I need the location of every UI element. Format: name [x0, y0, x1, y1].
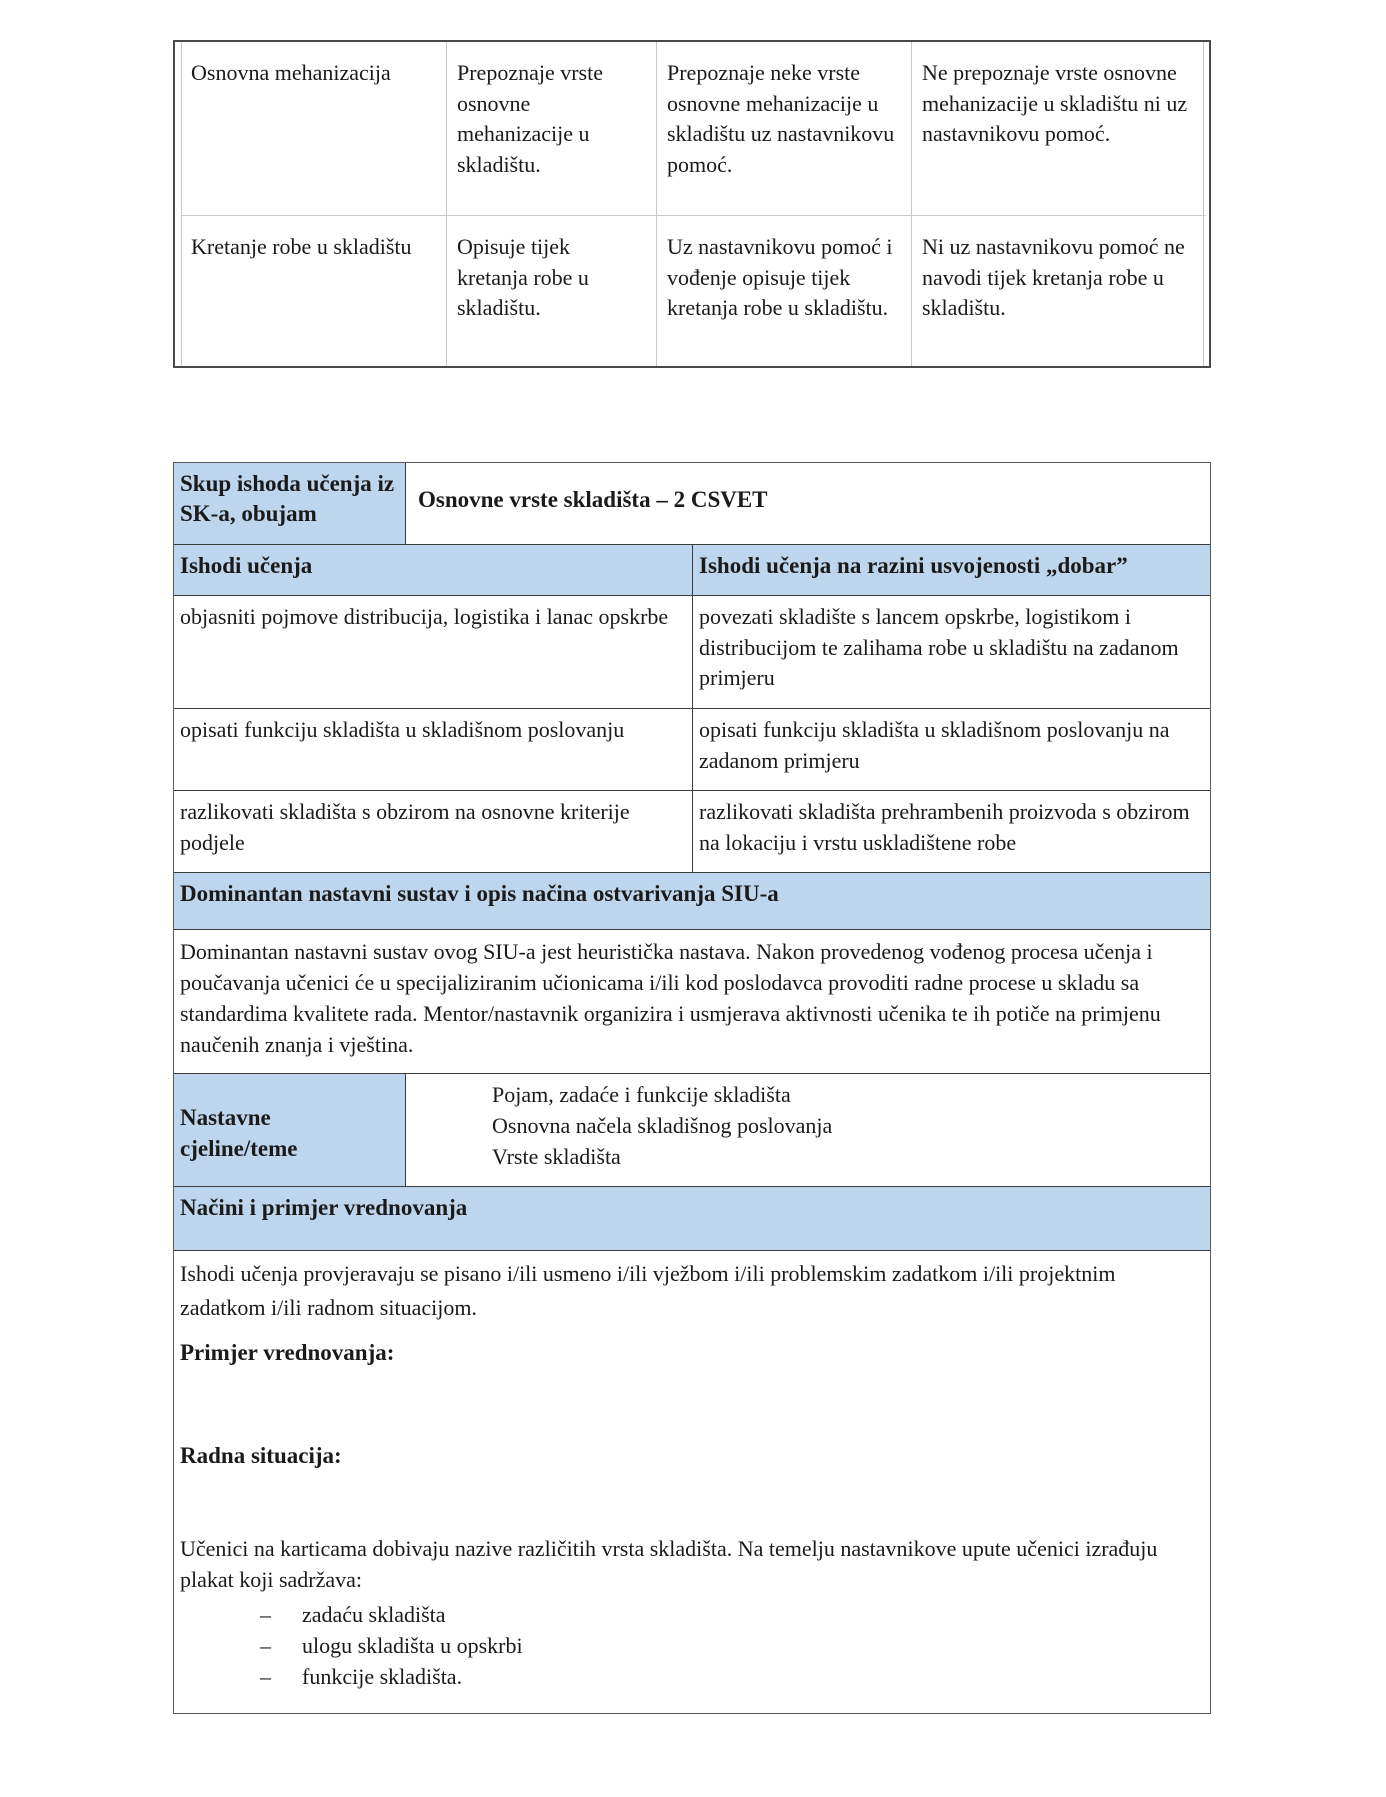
- topic-item: Vrste skladišta: [492, 1144, 621, 1169]
- work-situation-title: Radna situacija:: [180, 1443, 342, 1468]
- outcome-good: opisati funkciju skladišta u skladišnom poslovanju na zadanom primjeru: [699, 717, 1170, 773]
- outcome: opisati funkciju skladišta u skladišnom poslovanju: [180, 717, 625, 742]
- rubric-level-3: Ne prepoznaje vrste osnovne mehanizacije u skladištu ni uz nastavnikovu pomoć.: [922, 60, 1188, 146]
- evaluation-text: Ishodi učenja provjeravaju se pisano i/ili usmeno i/ili vježbom i/ili problemskim zadatkom i/ili projektnim zadatkom i/ili radnom situacijom.: [180, 1261, 1116, 1320]
- outcome-good: povezati skladište s lancem opskrbe, logistikom i distribucijom te zalihama robe u skladištu na zadanom primjeru: [699, 604, 1179, 690]
- rubric-criterion: Kretanje robe u skladištu: [191, 234, 412, 259]
- dash-bullet-icon: –: [260, 1633, 271, 1658]
- dash-bullet-icon: –: [260, 1602, 271, 1627]
- siu-header-value: Osnovne vrste skladišta – 2 CSVET: [418, 487, 768, 512]
- col-divider: [405, 1074, 406, 1186]
- col-divider: [405, 463, 406, 544]
- outcomes-header: Ishodi učenja: [180, 553, 313, 578]
- work-situation-text: Učenici na karticama dobivaju nazive različitih vrsta skladišta. Na temelju nastavnikove upute učenici izrađuju plakat koji sadržava:: [180, 1536, 1158, 1592]
- outcome-good: razlikovati skladišta prehrambenih proizvoda s obzirom na lokaciju i vrstu uskladištene robe: [699, 799, 1190, 855]
- rubric-level-2: Prepoznaje neke vrste osnovne mehanizacije u skladištu uz nastavnikovu pomoć.: [667, 60, 895, 177]
- rubric-level-1: Opisuje tijek kretanja robe u skladištu.: [457, 234, 589, 320]
- rubric-level-2: Uz nastavnikovu pomoć i vođenje opisuje tijek kretanja robe u skladištu.: [667, 234, 893, 320]
- siu-table: Skup ishoda učenja iz SK-a, obujam Osnovne vrste skladišta – 2 CSVET Ishodi učenja Ishodi učenja na razini usvojenosti „dobar” objasniti pojmove distribucija, logistika i lanac opskrbe povezati skladište s lancem opskrbe, logistikom i distribucijom te zalihama robe u skladištu na zadanom primjeru opisati funkciju skladišta u skladišnom poslovanju opisati funkciju skladišta u skladišnom poslovanju na zadanom primjeru razlikovati skladišta s obzirom na osnovne kriterije podjele razlikovati skladišta prehrambenih proizvoda s obzirom na lokaciju i vrstu uskladištene robe Dominantan nastavni sustav i opis načina ostvarivanja SIU-a Dominantan nastavni sustav ovog SIU-a jest heuristička nastava. Nakon provedenog vođenog procesa učenja i poučavanja učenici će u specijaliziranim učionicama i/ili kod poslodavca provoditi radne procese u skladu sa standardima kvalitete rada. Mentor/nastavnik organizira i usmjerava aktivnosti učenika te ih potiče na primjenu naučenih znanja i vještina. Nastavne cjeline/teme Pojam, zadaće i funkcije skladišta Osnovna načela skladišnog poslovanja Vrste skladišta Načini i primjer vrednovanja Ishodi učenja provjeravaju se pisano i/ili usmeno i/ili vježbom i/ili problemskim zadatkom i/ili projektnim zadatkom i/ili radnom situacijom. Primjer vrednovanja: Radna situacija: Učenici na karticama dobivaju nazive različitih vrsta skladišta. Na temelju nastavnikove upute učenici izrađuju plakat koji sadržava: – zadaću skladišta – ulogu skladišta u opskrbi – funkcije skladišta.: [173, 462, 1211, 1714]
- evaluation-header: Načini i primjer vrednovanja: [180, 1195, 468, 1220]
- dash-bullet-icon: –: [260, 1664, 271, 1689]
- rubric-level-1: Prepoznaje vrste osnovne mehanizacije u skladištu.: [457, 60, 603, 177]
- topics-label: Nastavne cjeline/teme: [180, 1105, 298, 1161]
- example-title: Primjer vrednovanja:: [180, 1340, 395, 1365]
- outcome: razlikovati skladišta s obzirom na osnovne kriterije podjele: [180, 799, 630, 855]
- rubric-criterion: Osnovna mehanizacija: [191, 60, 391, 85]
- teaching-system-text: Dominantan nastavni sustav ovog SIU-a jest heuristička nastava. Nakon provedenog vođenog procesa učenja i poučavanja učenici će u specijaliziranim učionicama i/ili kod poslodavca provoditi radne procese u skladu sa standardima kvalitete rada. Mentor/nastavnik organizira i usmjerava aktivnosti učenika te ih potiče na primjenu naučenih znanja i vještina.: [180, 939, 1161, 1057]
- topics-list: [492, 1079, 832, 1172]
- siu-header-label: Skup ishoda učenja iz SK-a, obujam: [180, 471, 395, 526]
- outcomes-good-header: Ishodi učenja na razini usvojenosti „dobar”: [699, 553, 1128, 578]
- rubric-level-3: Ni uz nastavnikovu pomoć ne navodi tijek kretanja robe u skladištu.: [922, 234, 1185, 320]
- rubric-table: [173, 40, 1211, 368]
- outcome: objasniti pojmove distribucija, logistika i lanac opskrbe: [180, 604, 669, 629]
- topic-item: Osnovna načela skladišnog poslovanja: [492, 1113, 833, 1138]
- teaching-system-header: Dominantan nastavni sustav i opis načina ostvarivanja SIU-a: [180, 881, 779, 906]
- topic-item: Pojam, zadaće i funkcije skladišta: [492, 1082, 791, 1107]
